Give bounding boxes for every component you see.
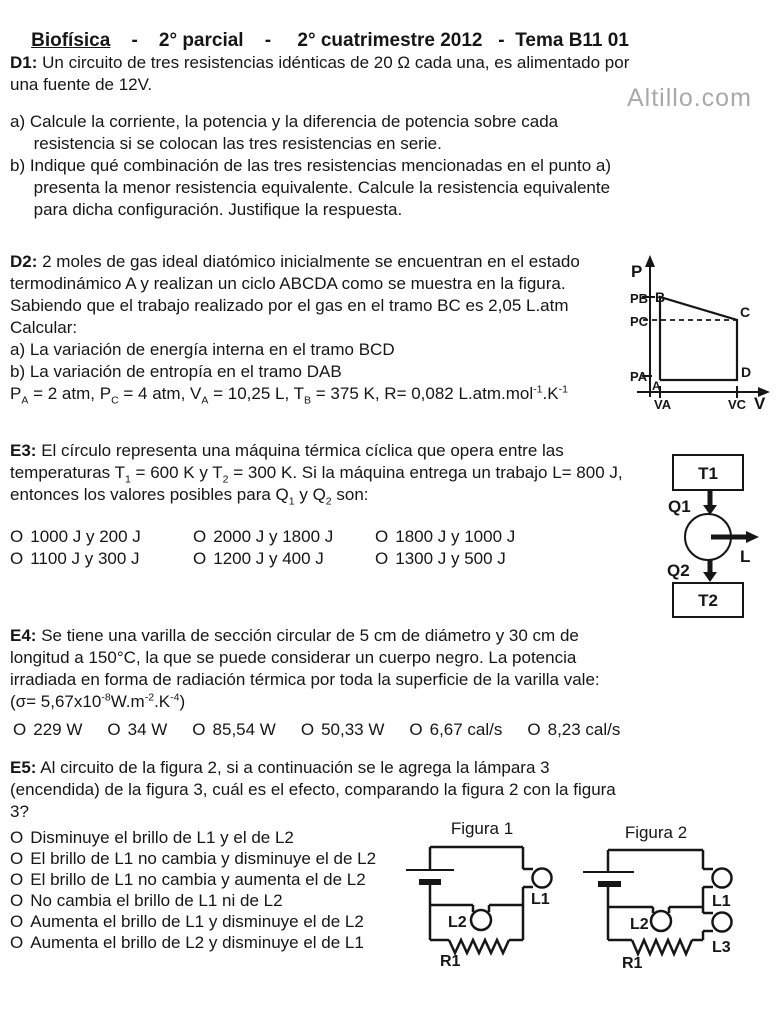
text-line: b) Indique qué combinación de las tres resistencias mencionadas en el punto a)	[10, 156, 612, 175]
radio-marker: O	[10, 849, 24, 868]
radio-marker: O	[527, 720, 541, 739]
resistor-r1	[632, 940, 692, 954]
text-line: E4: Se tiene una varilla de sección circular de 5 cm de diámetro y 30 cm de	[10, 626, 579, 645]
lamp-l2	[471, 910, 491, 930]
radio-marker: O	[10, 870, 24, 889]
lamp-l2-label: L2	[448, 914, 467, 931]
point-label-b: B	[655, 289, 666, 305]
text-line: resistencia si se colocan las tres resistencias en serie.	[10, 134, 442, 153]
tick-label-pc: PC	[630, 314, 649, 329]
option	[107, 719, 167, 741]
text-line: Calcular:	[10, 318, 78, 337]
point-label-d: D	[741, 364, 752, 380]
lamp-l1-label: L1	[531, 891, 550, 908]
tick-label-vc: VC	[728, 397, 747, 412]
option-label: No cambia el brillo de L1 ni de L2	[30, 891, 283, 910]
option-label: 50,33 W	[321, 720, 385, 739]
page-title-rest: - 2° parcial - 2° cuatrimestre 2012 - Tema B11 01	[110, 30, 629, 51]
text-line: termodinámico A y realizan un ciclo ABCDA como se muestra en la figura.	[10, 274, 566, 293]
text-line: entonces los valores posibles para $Q_1$ y $Q_2$ son:	[10, 485, 369, 508]
option-label: 1300 J y 500 J	[395, 549, 506, 568]
cold-reservoir-label: T2	[698, 591, 718, 610]
problem-d2-statement	[10, 251, 580, 405]
problem-e4-statement	[10, 625, 600, 713]
option-label: 6,67 cal/s	[429, 720, 503, 739]
problem-e3-statement	[10, 440, 623, 506]
option-label: Aumenta el brillo de L1 y disminuye el de L2	[30, 912, 364, 931]
problem-d1-items	[10, 111, 611, 221]
figura-1-label: Figura 1	[450, 819, 514, 838]
lamp-l3	[713, 913, 732, 932]
tick-label-pb: PB	[630, 291, 649, 306]
lamp-l1	[713, 869, 732, 888]
option	[10, 548, 193, 570]
radio-marker: O	[10, 527, 24, 546]
problem-d1-statement	[10, 52, 629, 96]
tick-label-pa: PA	[630, 369, 648, 384]
course-name: Biofísica	[31, 30, 111, 51]
option-label: Disminuye el brillo de L1 y el de L2	[30, 828, 294, 847]
option-label: El brillo de L1 no cambia y disminuye el de L2	[30, 849, 377, 868]
axis-label-p: P	[631, 262, 643, 281]
option	[13, 719, 82, 741]
radio-marker: O	[10, 828, 24, 847]
option	[193, 548, 375, 570]
option-label: 1000 J y 200 J	[30, 527, 141, 546]
text-line: a) Calcule la corriente, la potencia y la diferencia de potencia sobre cada	[10, 112, 559, 131]
option-label: El brillo de L1 no cambia y aumenta el de L2	[30, 870, 366, 889]
option	[193, 526, 375, 548]
text-line: D2: 2 moles de gas ideal diatómico inicialmente se encuentran en el estado	[10, 252, 580, 271]
radio-marker: O	[375, 527, 389, 546]
option	[375, 526, 515, 548]
heat-engine-diagram	[655, 448, 780, 623]
option	[10, 848, 376, 869]
lamp-l3-label: L3	[712, 939, 731, 956]
radio-marker: O	[107, 720, 121, 739]
circuit-figura-1	[398, 842, 564, 977]
radio-marker: O	[192, 720, 206, 739]
text-line: a) La variación de energía interna en el tramo BCD	[10, 340, 395, 359]
e3-options	[10, 526, 515, 570]
option-label: 1800 J y 1000 J	[395, 527, 516, 546]
problem-e5-statement	[10, 757, 616, 823]
option	[301, 719, 385, 741]
radio-marker: O	[10, 912, 24, 931]
text-line: presenta la menor resistencia equivalente. Calcule la resistencia equivalente	[10, 178, 611, 197]
cycle-abcda	[660, 297, 737, 380]
radio-marker: O	[300, 720, 315, 739]
option-label: Aumenta el brillo de L2 y disminuye el de L1	[30, 933, 364, 952]
circuit-figura-2	[580, 842, 780, 982]
resistor-r1-label: R1	[440, 953, 461, 970]
option	[10, 869, 376, 890]
q2-arrowhead	[703, 572, 717, 582]
text-line: D1: Un circuito de tres resistencias idénticas de 20 Ω cada una, es alimentado por	[10, 53, 630, 72]
lamp-l2	[651, 911, 671, 931]
radio-marker: O	[193, 527, 207, 546]
point-label-c: C	[740, 304, 751, 320]
text-line: b) La variación de entropía en el tramo DAB	[10, 362, 342, 381]
option	[10, 890, 376, 911]
text-line: $(\sigma= 5,67x10^{-8}W.m^{-2}.K^{-4})$	[10, 691, 186, 711]
radio-marker: O	[375, 549, 389, 568]
option	[10, 526, 193, 548]
axis-label-v: V	[754, 394, 766, 413]
lamp-l2-label: L2	[630, 916, 649, 933]
resistor-r1	[449, 940, 509, 953]
option-label: 229 W	[33, 720, 83, 739]
e4-options	[13, 719, 620, 741]
pv-diagram	[630, 250, 780, 422]
text-line: 3?	[10, 802, 29, 821]
option-label: 8,23 cal/s	[547, 720, 621, 739]
text-line: Sabiendo que el trabajo realizado por el gas en el tramo BC es 2,05 L.atm	[10, 296, 569, 315]
point-label-a: A	[652, 379, 661, 393]
e5-options	[10, 827, 376, 953]
hot-reservoir-label: T1	[698, 464, 718, 483]
option-label: 34 W	[127, 720, 168, 739]
work-label: L	[740, 547, 751, 566]
option	[10, 911, 376, 932]
text-line: para dicha configuración. Justifique la respuesta.	[10, 200, 403, 219]
text-line: temperaturas $T_1 = 600$ K y $T_2 = 300$ K. Si la máquina entrega un trabajo L= 800 J,	[10, 463, 623, 486]
lamp-l1	[533, 869, 552, 888]
option	[10, 827, 376, 848]
work-arrowhead	[746, 531, 759, 543]
option	[409, 719, 502, 741]
text-line: E3: El círculo representa una máquina térmica cíclica que opera entre las	[10, 441, 564, 460]
option	[527, 719, 620, 741]
option-label: 1100 J y 300 J	[30, 549, 140, 568]
y-axis-arrow	[645, 255, 655, 267]
option-label: 85,54 W	[212, 720, 276, 739]
lamp-l1-label: L1	[712, 893, 731, 910]
q1-label: Q1	[668, 497, 691, 516]
text-line: irradiada en forma de radiación térmica por toda la superficie de la varilla vale:	[10, 670, 600, 689]
option-label: 2000 J y 1800 J	[213, 527, 334, 546]
text-line: una fuente de 12V.	[10, 75, 153, 94]
radio-marker: O	[10, 549, 24, 568]
figura-2-label: Figura 2	[624, 823, 688, 842]
radio-marker: O	[10, 891, 24, 910]
option-label: 1200 J y 400 J	[213, 549, 324, 568]
option	[10, 932, 376, 953]
tick-label-va: VA	[654, 397, 672, 412]
text-line: $P_A = 2$ atm, $P_C = 4$ atm, $V_A = 10,25$ L, $T_B = 375$ K, R= 0,082 $L.atm.mol^{-1}.K^{-1}$	[10, 383, 568, 407]
radio-marker: O	[409, 720, 423, 739]
text-line: E5: Al circuito de la figura 2, si a continuación se le agrega la lámpara 3	[10, 758, 550, 777]
text-line: longitud a 150°C, la que se puede considerar un cuerpo negro. La potencia	[10, 648, 577, 667]
text-line: (encendida) de la figura 3, cuál es el efecto, comparando la figura 2 con la figura	[10, 780, 616, 799]
radio-marker: O	[10, 933, 24, 952]
radio-marker: O	[13, 720, 27, 739]
watermark: Altillo.com	[627, 84, 752, 112]
radio-marker: O	[193, 549, 207, 568]
q2-label: Q2	[667, 561, 690, 580]
resistor-r1-label: R1	[622, 955, 643, 972]
option	[192, 719, 276, 741]
option	[375, 548, 515, 570]
